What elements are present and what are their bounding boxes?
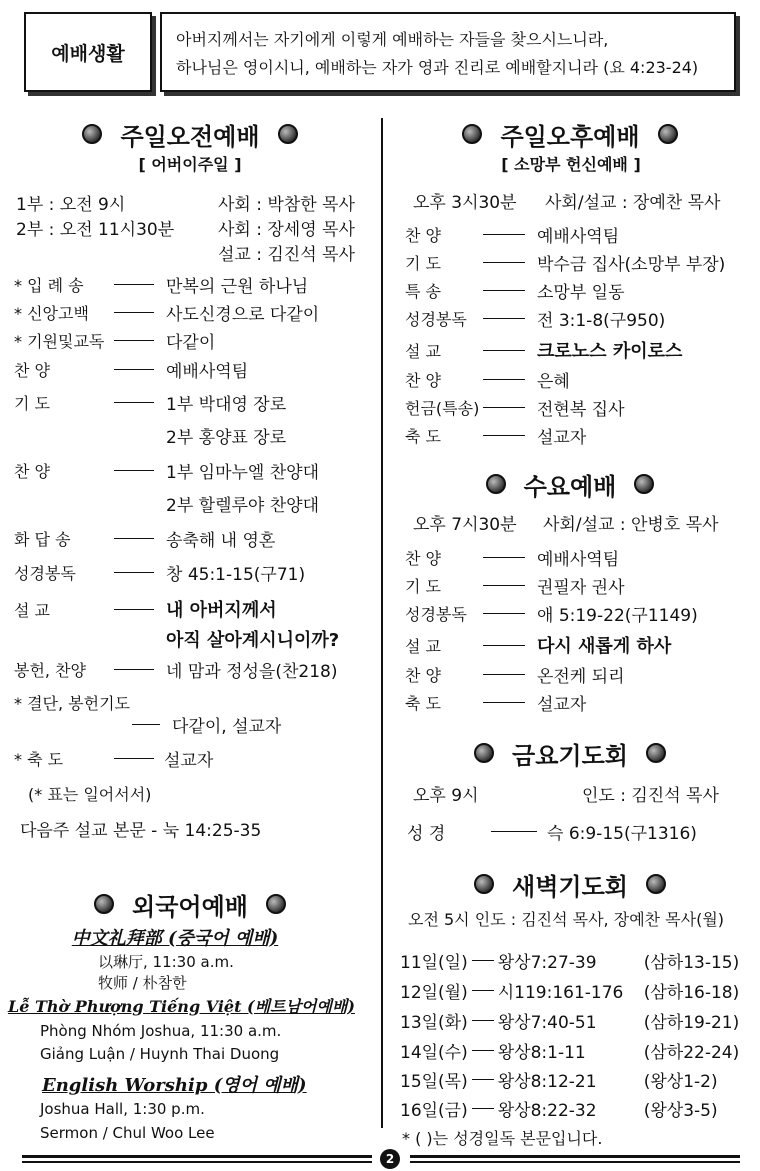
afternoon-order-row [405, 423, 586, 448]
dawn-text: 왕상8:1-11 [497, 1043, 586, 1063]
dash-line [483, 407, 525, 408]
dawn-day: 16일(금) [400, 1101, 468, 1121]
friday-heading [420, 737, 720, 769]
english-title: English Worship (영어 예배) [42, 1075, 307, 1096]
afternoon-order-row [405, 278, 625, 303]
morning-order-row-label: * 기원및교독 [14, 332, 105, 351]
dawn-day-row [400, 978, 739, 1003]
morning-order-row-label: 봉헌, 찬양 [14, 661, 86, 680]
dash-line [483, 613, 525, 614]
morning-order-row-label: 찬 양 [14, 361, 50, 380]
dash-line [483, 557, 525, 558]
dawn-info: 오전 5시 인도 : 김진석 목사, 장예찬 목사(월) [408, 910, 725, 929]
wednesday-time: 오후 7시30분 [413, 515, 517, 535]
verse-line-1: 아버지께서는 자기에게 이렇게 예배하는 자들을 찾으시느니라, [176, 30, 609, 49]
service2-host: 사회 : 장세영 목사 [218, 220, 355, 240]
service2-time: 2부 : 오전 11시30분 [16, 220, 175, 240]
afternoon-order-row-label: 헌금(특송) [405, 399, 480, 418]
foreign-title: 외국어예배 [132, 892, 248, 921]
morning-order-row-value: 창 45:1-15(구71) [166, 565, 306, 585]
dawn-title: 새벽기도회 [512, 872, 628, 901]
benediction-row [14, 746, 213, 771]
morning-order-row [14, 626, 339, 652]
wednesday-order-row [405, 662, 625, 687]
morning-order-row-value: 2부 홍양표 장로 [166, 428, 287, 448]
morning-order-row [14, 328, 215, 353]
morning-order-row [14, 423, 286, 448]
morning-order-row-value: 송축해 내 영혼 [166, 531, 276, 551]
dawn-reading: (왕상1-2) [643, 1072, 718, 1092]
dash-line [114, 572, 154, 573]
wednesday-order-row-value: 예배사역팀 [537, 550, 620, 570]
friday-leader: 인도 : 김진석 목사 [582, 786, 719, 806]
header-verse-box [160, 12, 736, 92]
dash-line [483, 234, 525, 235]
afternoon-order-row [405, 337, 682, 363]
dash-line [483, 262, 525, 263]
friday-scripture-label: 성 경 [407, 824, 446, 844]
wednesday-order-row-label: 성경봉독 [405, 605, 467, 624]
dash-line [491, 831, 537, 832]
afternoon-order-row-label: 찬 양 [405, 371, 441, 390]
dash-line [114, 758, 154, 759]
afternoon-order-row-label: 성경봉독 [405, 310, 467, 329]
chinese-place: 以琳厅, 11:30 a.m. [98, 953, 234, 971]
bullet-circle-icon [266, 894, 286, 914]
wednesday-order-row-label: 찬 양 [405, 666, 441, 685]
afternoon-order-row [405, 250, 725, 275]
wednesday-order-row [405, 632, 671, 658]
afternoon-order-row-value: 전현복 집사 [537, 400, 625, 420]
morning-order-row [14, 300, 319, 325]
dash-line [132, 724, 160, 725]
wednesday-order-row [405, 573, 625, 598]
wednesday-order-row-value: 애 5:19-22(구1149) [537, 606, 698, 626]
dawn-text: 왕상7:40-51 [497, 1013, 597, 1033]
bullet-circle-icon [474, 743, 494, 763]
sunday-morning-title: 주일오전예배 [120, 122, 260, 151]
service1-host: 사회 : 박참한 목사 [218, 195, 355, 215]
decision-row [132, 712, 281, 737]
bullet-circle-icon [646, 874, 666, 894]
dawn-day-row [400, 948, 739, 973]
decision-label: * 결단, 봉헌기도 [14, 694, 130, 713]
morning-order-row [14, 272, 308, 297]
morning-order-row-value: 만복의 근원 하나님 [166, 277, 309, 297]
verse-line-2: 하나님은 영이시니, 예배하는 자가 영과 진리로 예배할지니라 (요 4:23-24) [176, 58, 699, 77]
dash-line [483, 318, 525, 319]
bullet-circle-icon [82, 124, 102, 144]
dawn-reading: (삼하13-15) [643, 953, 740, 973]
morning-order-row-label: * 입 례 송 [14, 276, 84, 295]
morning-order-row [14, 526, 275, 551]
dash-line [472, 990, 494, 991]
dash-line [114, 284, 154, 285]
morning-order-row [14, 390, 286, 415]
dash-line [472, 1050, 494, 1051]
english-sermon: Sermon / Chul Woo Lee [40, 1124, 215, 1142]
morning-order-row-value: 네 맘과 정성을(찬218) [166, 662, 338, 682]
page-number-badge [380, 1149, 400, 1169]
dash-line [114, 402, 154, 403]
dawn-text: 시119:161-176 [497, 983, 624, 1003]
service1-time: 1부 : 오전 9시 [16, 195, 126, 215]
dawn-reading: (왕상3-5) [643, 1101, 718, 1121]
column-divider [381, 118, 383, 1128]
wednesday-order-row-value: 온전케 되리 [537, 667, 625, 687]
morning-order-row-value: 예배사역팀 [166, 362, 249, 382]
bullet-circle-icon [646, 743, 666, 763]
footer-bar-left-thin [22, 1161, 372, 1163]
wednesday-order-row-label: 축 도 [405, 694, 441, 713]
wednesday-heading [420, 468, 720, 500]
dash-line [483, 350, 525, 351]
dawn-day: 12일(월) [400, 983, 468, 1003]
wednesday-order-row-label: 기 도 [405, 577, 441, 596]
sunday-afternoon-title: 주일오후예배 [500, 122, 640, 151]
dawn-day: 15일(목) [400, 1072, 468, 1092]
sunday-afternoon-subtitle: [ 소망부 헌신예배 ] [501, 155, 641, 174]
dawn-text: 왕상7:27-39 [497, 953, 597, 973]
afternoon-order-row [405, 395, 625, 420]
wednesday-order-row-value: 다시 새롭게 하사 [537, 636, 672, 657]
viet-title: Lễ Thờ Phượng Tiếng Việt (베트남어예배) [8, 997, 355, 1016]
afternoon-order-row-value: 설교자 [537, 428, 587, 448]
dash-line [483, 290, 525, 291]
chinese-pastor: 牧师 / 朴참한 [98, 974, 187, 992]
dash-line [472, 1108, 494, 1109]
afternoon-order-row-value: 전 3:1-8(구950) [537, 311, 666, 331]
dash-line [483, 379, 525, 380]
morning-order-row-label: 설 교 [14, 600, 50, 620]
dash-line [483, 645, 525, 646]
bullet-circle-icon [94, 894, 114, 914]
dawn-reading: (삼하19-21) [643, 1013, 740, 1033]
afternoon-order-row-value: 은혜 [537, 372, 570, 392]
afternoon-order-row-label: 설 교 [405, 341, 441, 361]
bullet-circle-icon [278, 124, 298, 144]
bullet-circle-icon [486, 474, 506, 494]
dash-line [483, 702, 525, 703]
dawn-text: 왕상8:12-21 [497, 1072, 597, 1092]
sermon-by: 설교 : 김진석 목사 [218, 245, 355, 265]
morning-order-row-value: 아직 살아계시니이까? [166, 630, 340, 651]
next-sermon: 다음주 설교 본문 - 눅 14:25-35 [20, 821, 262, 841]
wednesday-order-row-value: 권필자 권사 [537, 578, 625, 598]
dash-line [114, 369, 154, 370]
morning-order-row [14, 458, 319, 483]
afternoon-order-row-label: 특 송 [405, 282, 441, 301]
footer-bar-left [22, 1155, 372, 1158]
dash-line [114, 312, 154, 313]
header-title-box [24, 12, 152, 92]
dash-line [114, 669, 154, 670]
morning-order-row-value: 1부 박대영 장로 [166, 395, 287, 415]
afternoon-order-row [405, 367, 570, 392]
friday-scripture-row [407, 819, 697, 844]
morning-order-row-value: 1부 임마누엘 찬양대 [166, 463, 319, 483]
afternoon-order-row-value: 예배사역팀 [537, 227, 620, 247]
morning-order-row-label: 기 도 [14, 394, 50, 413]
dawn-day: 11일(일) [400, 953, 468, 973]
wednesday-title: 수요예배 [523, 472, 617, 501]
afternoon-order-row-value: 박수금 집사(소망부 부장) [537, 255, 726, 275]
header-title: 예배생활 [51, 42, 125, 65]
morning-order-row-label: 화 답 송 [14, 530, 71, 549]
afternoon-order-row [405, 222, 619, 247]
viet-sermon: Giảng Luận / Huynh Thai Duong [40, 1045, 280, 1063]
wednesday-order-row [405, 601, 698, 626]
dash-line [483, 674, 525, 675]
dawn-note: * ( )는 성경일독 본문입니다. [402, 1129, 603, 1148]
morning-order-row-label: 성경봉독 [14, 564, 76, 583]
morning-order-row-label: * 신앙고백 [14, 304, 89, 323]
dash-line [472, 960, 494, 961]
chinese-title: 中文礼拜部 (중국어 예배) [71, 928, 279, 949]
morning-order-row [14, 560, 305, 585]
afternoon-time: 오후 3시30분 [413, 193, 517, 213]
bullet-circle-icon [658, 124, 678, 144]
footer-bar-right-thin [410, 1161, 740, 1163]
wednesday-order-row [405, 690, 586, 715]
dash-line [483, 435, 525, 436]
morning-order-row-value: 2부 할렐루야 찬양대 [166, 496, 319, 516]
afternoon-order-row-label: 축 도 [405, 427, 441, 446]
morning-order-row-value: 사도신경으로 다같이 [166, 305, 320, 325]
dawn-reading: (삼하22-24) [643, 1043, 740, 1063]
dawn-day-row [400, 1096, 718, 1121]
bullet-circle-icon [634, 474, 654, 494]
foreign-heading [40, 888, 340, 920]
bullet-circle-icon [462, 124, 482, 144]
dawn-text: 왕상8:22-32 [497, 1101, 597, 1121]
dawn-day: 13일(화) [400, 1013, 468, 1033]
bullet-circle-icon [474, 874, 494, 894]
morning-order-row [14, 491, 319, 516]
dash-line [472, 1079, 494, 1080]
morning-order-row [14, 357, 248, 382]
dawn-day-row [400, 1008, 739, 1033]
wednesday-host: 사회/설교 : 안병호 목사 [543, 515, 719, 535]
wednesday-order-row-value: 설교자 [537, 695, 587, 715]
dawn-day: 14일(수) [400, 1043, 468, 1063]
afternoon-order-row-label: 찬 양 [405, 226, 441, 245]
morning-order-row [14, 657, 337, 682]
dash-line [114, 609, 154, 610]
page-number: 2 [385, 1152, 395, 1166]
dash-line [472, 1020, 494, 1021]
decision-value: 다같이, 설교자 [172, 717, 282, 737]
wednesday-order-row-label: 찬 양 [405, 549, 441, 568]
morning-order-row [14, 596, 277, 622]
afternoon-order-row-value: 크로노스 카이로스 [537, 341, 683, 362]
wednesday-order-row-label: 설 교 [405, 636, 441, 656]
footer-bar-right [410, 1155, 740, 1158]
english-place: Joshua Hall, 1:30 p.m. [40, 1100, 205, 1118]
friday-time: 오후 9시 [413, 786, 479, 806]
sunday-morning-subtitle: [ 어버이주일 ] [138, 155, 242, 174]
friday-scripture: 슥 6:9-15(구1316) [547, 824, 697, 844]
afternoon-order-row-value: 소망부 일동 [537, 283, 625, 303]
dash-line [114, 470, 154, 471]
benediction-label: * 축 도 [14, 750, 64, 769]
afternoon-order-row [405, 306, 665, 331]
morning-order-row-value: 다같이 [166, 333, 216, 353]
friday-title: 금요기도회 [512, 741, 628, 770]
dash-line [114, 340, 154, 341]
dash-line [114, 538, 154, 539]
dawn-day-row [400, 1038, 739, 1063]
dawn-day-row [400, 1067, 718, 1092]
benediction-value: 설교자 [164, 751, 214, 771]
afternoon-order-row-label: 기 도 [405, 254, 441, 273]
sunday-morning-heading [40, 118, 340, 150]
dash-line [483, 585, 525, 586]
viet-place: Phòng Nhóm Joshua, 11:30 a.m. [40, 1022, 282, 1040]
stand-note: (* 표는 일어서서) [28, 785, 152, 804]
wednesday-order-row [405, 545, 619, 570]
sunday-afternoon-heading [420, 118, 720, 150]
morning-order-row-value: 내 아버지께서 [166, 600, 277, 621]
dawn-reading: (삼하16-18) [643, 983, 740, 1003]
afternoon-host: 사회/설교 : 장예찬 목사 [545, 193, 721, 213]
morning-order-row-label: 찬 양 [14, 462, 50, 481]
dawn-heading [420, 868, 720, 900]
